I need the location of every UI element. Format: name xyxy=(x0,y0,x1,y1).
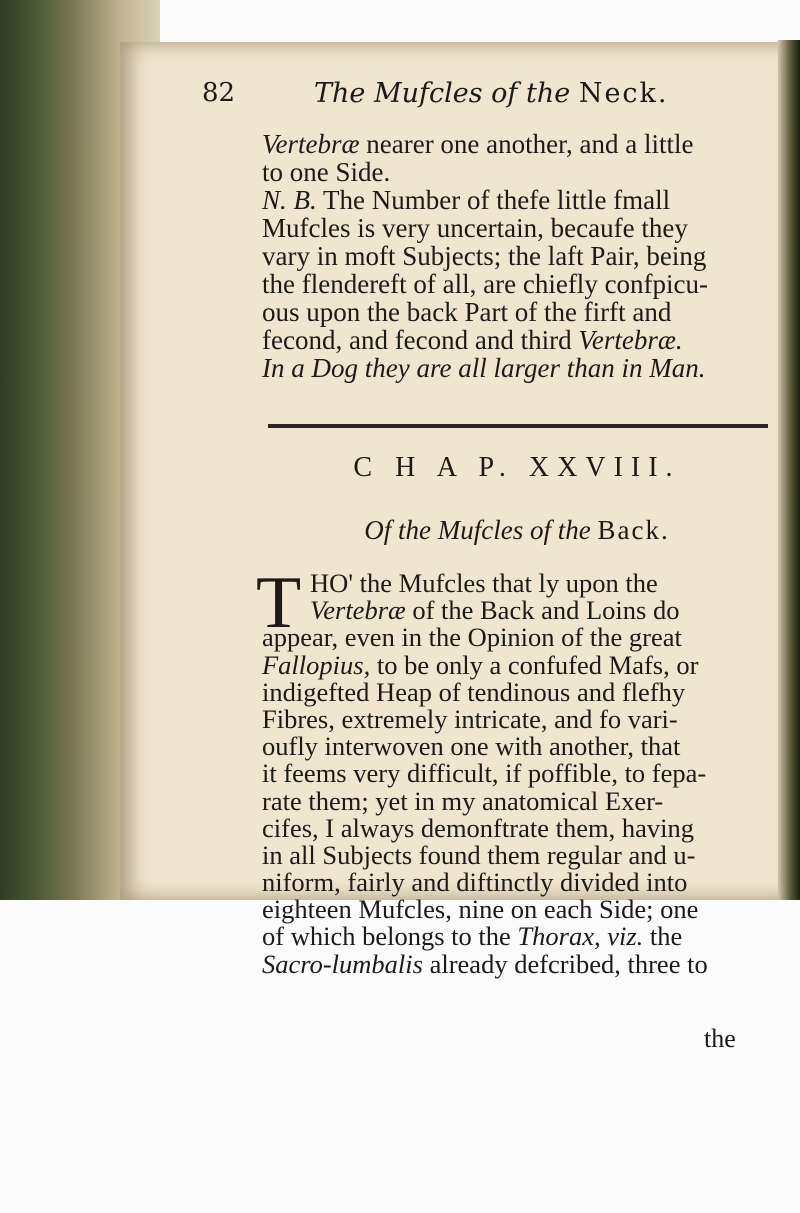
text-segment: The Number of thefe little fmall xyxy=(316,185,671,215)
text-segment: Vertebræ xyxy=(310,595,406,626)
text-segment: In a Dog they are all larger than in Man. xyxy=(262,353,706,383)
text-segment: to be only a confufed Mafs, or xyxy=(370,649,699,680)
text-segment: eighteen Mufcles, nine on each Side; one xyxy=(262,894,699,925)
text-line xyxy=(262,570,772,597)
text-line xyxy=(262,703,772,734)
running-title-italic: The Mufcles of the xyxy=(314,78,571,109)
text-segment: nearer one another, and a little xyxy=(359,129,694,159)
text-line xyxy=(262,158,772,186)
text-line xyxy=(262,812,772,843)
catchword: the xyxy=(704,1024,736,1053)
text-block-top xyxy=(262,130,772,382)
text-segment: it feems very difficult, if poffible, to fepa- xyxy=(262,758,707,789)
text-segment: the flendereft of all, are chiefly confpicu- xyxy=(262,269,709,299)
text-line xyxy=(262,130,772,158)
text-segment: vary in moft Subjects; the laft Pair, being xyxy=(262,241,707,271)
text-segment: Thorax, xyxy=(517,921,601,952)
text-segment: of which belongs to the xyxy=(262,921,518,952)
text-line xyxy=(262,326,772,354)
text-line xyxy=(262,760,772,787)
chapter-subtitle-italic: Of the Mufcles of the xyxy=(364,515,591,545)
text-segment: Fallopius, xyxy=(262,649,371,680)
right-page-edge xyxy=(778,40,800,900)
page-number: 82 xyxy=(202,78,236,108)
text-segment: already defcribed, three to xyxy=(422,948,708,979)
chapter-divider-rule xyxy=(268,424,768,428)
text-segment: N. B. xyxy=(262,185,317,215)
text-line xyxy=(262,270,772,298)
text-line xyxy=(262,923,772,950)
text-line xyxy=(262,676,772,707)
text-line xyxy=(262,869,772,896)
text-segment: oufly interwoven one with another, that xyxy=(262,731,681,762)
text-segment: niform, fairly and diftinctly divided into xyxy=(262,867,688,898)
text-segment: viz. xyxy=(607,921,644,952)
text-segment: ous upon the back Part of the firft and xyxy=(262,297,672,327)
text-segment: in all Subjects found them regular and u- xyxy=(262,839,696,870)
chapter-heading: C H A P. XXVIII. xyxy=(353,452,681,483)
drop-cap: T xyxy=(256,562,302,644)
chapter-body-text xyxy=(262,570,772,978)
text-line xyxy=(262,785,772,816)
page-header xyxy=(202,78,762,118)
text-line xyxy=(262,624,772,651)
text-line xyxy=(262,354,772,382)
text-line xyxy=(262,242,772,270)
text-segment: the xyxy=(643,921,683,952)
running-title-caps: Neck. xyxy=(578,78,669,109)
text-line xyxy=(262,214,772,242)
text-line xyxy=(262,298,772,326)
text-segment: to one Side. xyxy=(262,157,391,187)
text-segment: rate them; yet in my anatomical Exer- xyxy=(262,785,664,816)
text-segment: appear, even in the Opinion of the great xyxy=(262,622,682,653)
text-segment: Sacro-lumbalis xyxy=(262,948,423,979)
text-line xyxy=(262,839,772,870)
running-title xyxy=(314,78,668,109)
text-line xyxy=(262,896,772,923)
chapter-subtitle xyxy=(262,515,772,546)
text-segment: of the Back and Loins do xyxy=(405,595,680,626)
text-segment: Fibres, extremely intricate, and fo vari- xyxy=(262,703,678,734)
text-line xyxy=(262,948,772,979)
text-line xyxy=(262,733,772,760)
text-segment: Vertebræ xyxy=(262,129,360,159)
text-line xyxy=(262,649,772,680)
text-segment: Vertebræ. xyxy=(578,325,683,355)
text-line xyxy=(262,597,772,624)
text-segment: HO' the Mufcles that ly upon the xyxy=(310,568,658,598)
chapter-subtitle-caps: Back. xyxy=(597,515,670,545)
text-segment: fecond, and fecond and third xyxy=(262,325,579,355)
text-segment: Mufcles is very uncertain, becaufe they xyxy=(262,213,688,243)
text-segment: cifes, I always demonftrate them, having xyxy=(262,812,694,843)
text-segment: indigefted Heap of tendinous and flefhy xyxy=(262,676,686,707)
text-line xyxy=(262,186,772,214)
